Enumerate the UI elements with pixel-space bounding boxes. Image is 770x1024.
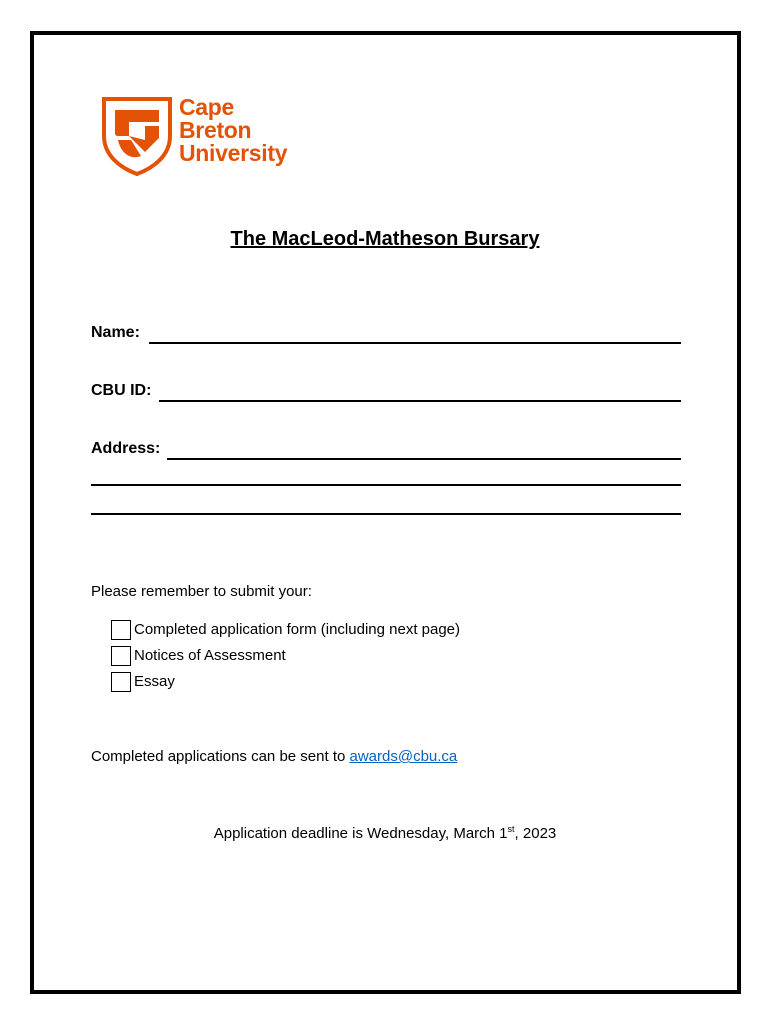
logo-line-2: Breton [179,117,252,143]
logo-line-3: University [179,140,288,166]
logo-wordmark [179,96,287,165]
checklist-item-label: Completed application form (including next page) [134,621,461,638]
checkbox[interactable] [111,620,131,640]
address-label: Address: [91,440,161,457]
checklist-item [111,617,460,642]
logo-line-1: Cape [179,94,235,120]
name-line [149,342,681,344]
checklist-item-label: Essay [134,673,175,690]
deadline-note [0,825,770,842]
email-link[interactable]: awards@cbu.ca [349,748,458,765]
deadline-prefix: Application deadline is Wednesday, March 1 [213,825,508,842]
cbu-id-label: CBU ID: [91,382,152,399]
checklist-item [111,643,460,668]
checklist-item [111,669,460,694]
cbu-id-field[interactable] [91,376,681,402]
cbu-logo [101,96,311,176]
cbu-id-line [159,400,681,402]
submission-note [91,748,457,765]
cbu-shield-icon [101,96,173,176]
address-field[interactable] [91,434,681,460]
checkbox[interactable] [111,672,131,692]
page-title: The MacLeod-Matheson Bursary [230,228,540,250]
name-field[interactable] [91,318,681,344]
submission-checklist [111,617,460,695]
reminder-intro: Please remember to submit your: [91,583,312,600]
checkbox[interactable] [111,646,131,666]
submission-text: Completed applications can be sent to [91,748,350,765]
address-line-3[interactable] [91,513,681,515]
address-line-1 [167,458,681,460]
deadline-ordinal: st [507,824,515,834]
checklist-item-label: Notices of Assessment [134,647,286,664]
address-line-2[interactable] [91,484,681,486]
name-label: Name: [91,324,140,341]
deadline-year: , 2023 [514,825,557,842]
